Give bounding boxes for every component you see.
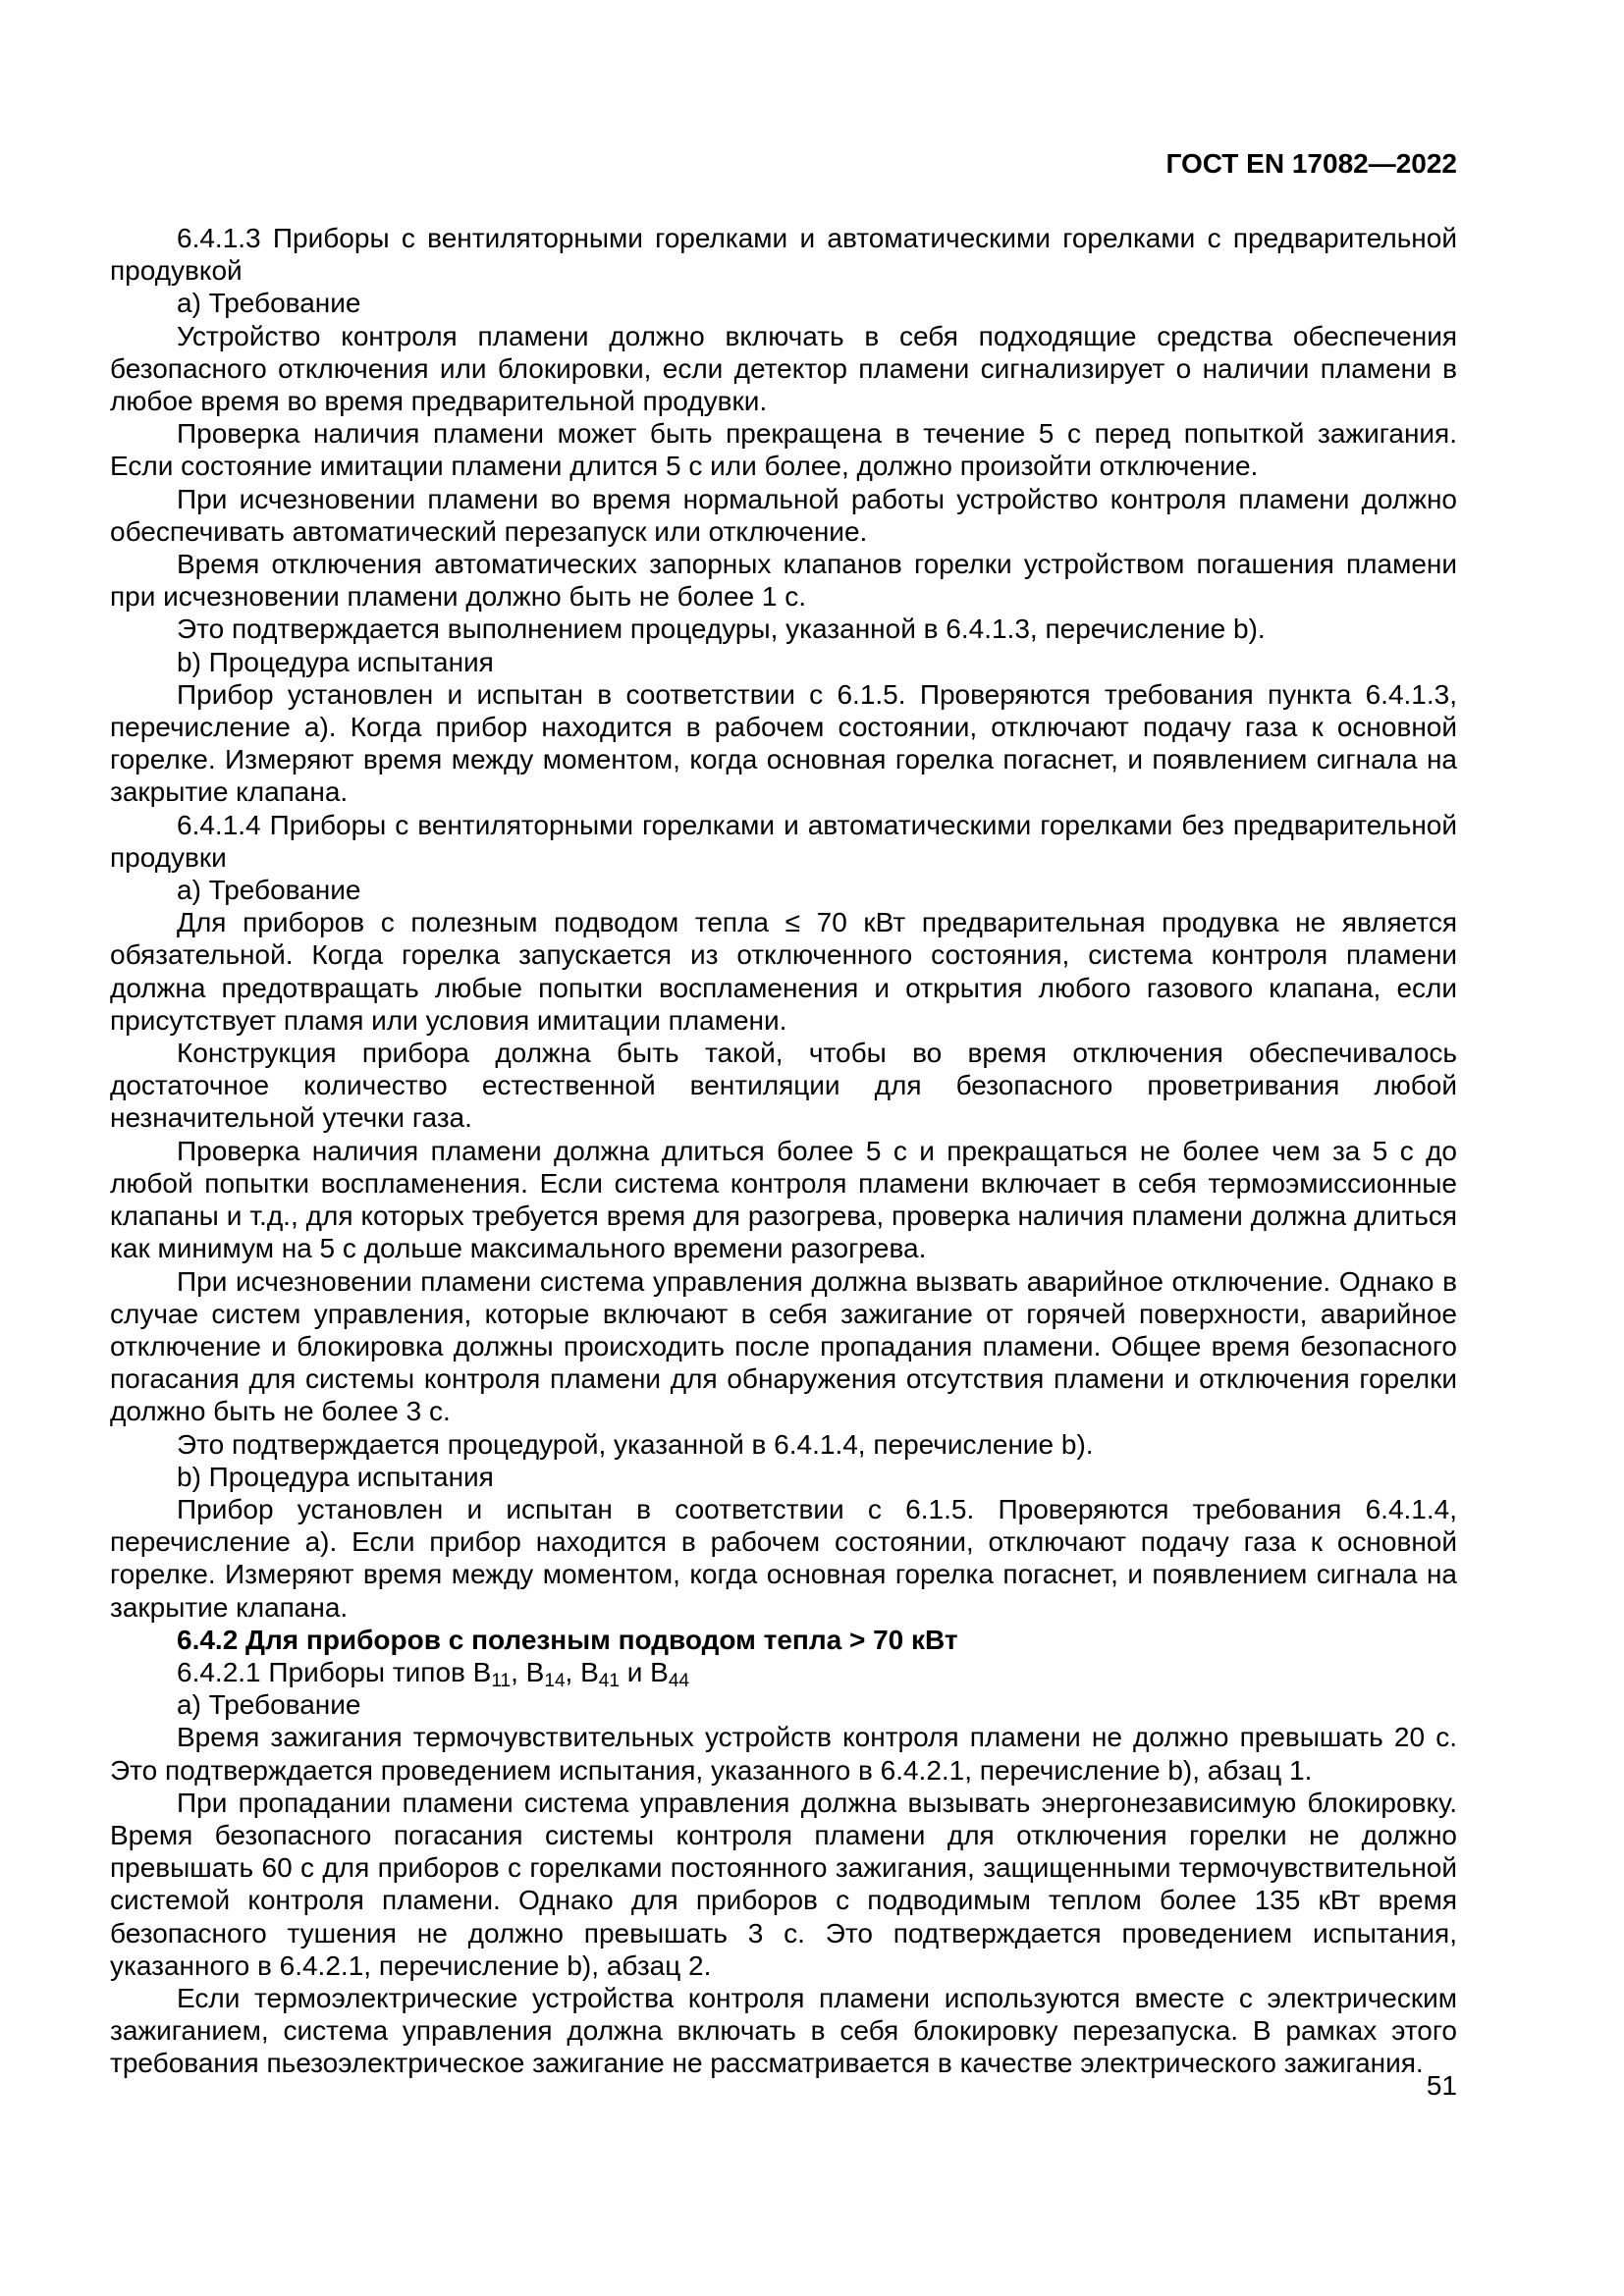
paragraph: Для приборов с полезным подводом тепла ≤ 70 кВт предварительная продувка не является обязательной. Когда горелка запускается из отключенного состояния, система контроля пламени должна предотвращать любые попытки воспламенения и открытия любого газового клапана, если присутствует пламя или условия имитации пламени. (110, 907, 1457, 1036)
paragraph: Проверка наличия пламени может быть прекращена в течение 5 с перед попыткой зажигания. Если состояние имитации пламени длится 5 с или более, должно произойти отключение. (110, 418, 1457, 482)
paragraph: a) Требование (177, 288, 361, 319)
subscript-text: 14 (544, 1670, 566, 1691)
paragraph: Это подтверждается процедурой, указанной в 6.4.1.4, перечисление b). (177, 1428, 1094, 1460)
paragraph: При исчезновении пламени во время нормальной работы устройство контроля пламени должно обеспечивать автоматический перезапуск или отключение. (110, 483, 1457, 547)
paragraph: Время зажигания термочувствительных устройств контроля пламени не должно превышать 20 с. Это подтверждается проведением испытания, указанного в 6.4.2.1, перечисление b), абзац 1. (110, 1722, 1457, 1786)
paragraph: 6.4.1.4 Приборы с вентиляторными горелками и автоматическими горелками без предварительной продувки (110, 809, 1457, 873)
text-run: 6.4.2.1 Приборы типов B (177, 1656, 492, 1687)
paragraph: Конструкция прибора должна быть такой, чтобы во время отключения обеспечивалось достаточное количество естественной вентиляции для безопасного проветривания любой незначительной утечки газа. (110, 1038, 1457, 1134)
paragraph: При пропадании пламени система управления должна вызывать энергонезависимую блокировку. Время безопасного погасания системы контроля пламени для отключения горелки не должно превышать 60 с для приборов с горелками постоянного зажигания, защищенными термочувствительной системой контроля пламени. Однако для приборов с подводимым теплом более 135 кВт время безопасного тушения не должно превышать 3 с. Это подтверждается проведением испытания, указанного в 6.4.2.1, перечисление b), абзац 2. (110, 1787, 1457, 1981)
paragraph: Время отключения автоматических запорных клапанов горелки устройством погашения пламени при исчезновении пламени должно быть не более 1 с. (110, 549, 1457, 613)
page-number: 51 (1426, 2070, 1457, 2101)
text-run: , B (565, 1656, 599, 1687)
paragraph: 6.4.1.3 Приборы с вентиляторными горелками и автоматическими горелками с предварительной продувкой (110, 223, 1457, 287)
paragraph: Это подтверждается выполнением процедуры, указанной в 6.4.1.3, перечисление b). (177, 614, 1266, 645)
subscript-text: 44 (668, 1670, 689, 1691)
paragraph: Устройство контроля пламени должно включать в себя подходящие средства обеспечения безопасного отключения или блокировки, если детектор пламени сигнализирует о наличии пламени в любое время во время предварительной продувки. (110, 320, 1457, 417)
paragraph: b) Процедура испытания (177, 646, 494, 677)
paragraph: Если термоэлектрические устройства контроля пламени используются вместе с электрическим зажиганием, система управления должна включать в себя блокировку перезапуска. В рамках этого требования пьезоэлектрическое зажигание не рассматривается в качестве электрического зажигания. (110, 1982, 1457, 2079)
text-run: , B (511, 1656, 545, 1687)
subscript-text: 41 (598, 1670, 620, 1691)
document-body (110, 222, 1457, 2080)
paragraph: Прибор установлен и испытан в соответствии с 6.1.5. Проверяются требования 6.4.1.4, перечисление a). Если прибор находится в рабочем состоянии, отключают подачу газа к основной горелке. Измеряют время между моментом, когда основная горелка погаснет, и появлением сигнала на закрытие клапана. (110, 1493, 1457, 1623)
section-heading: 6.4.2 Для приборов с полезным подводом тепла > 70 кВт (177, 1624, 958, 1655)
paragraph: Проверка наличия пламени должна длиться более 5 с и прекращаться не более чем за 5 с до любой попытки воспламенения. Если система контроля пламени включает в себя термоэмиссионные клапаны и т.д., для которых требуется время для разогрева, проверка наличия пламени должна длиться как минимум на 5 с дольше максимального времени разогрева. (110, 1135, 1457, 1264)
paragraph: При исчезновении пламени система управления должна вызвать аварийное отключение. Однако в случае систем управления, которые включают в себя зажигание от горячей поверхности, аварийное отключение и блокировка должны происходить после пропадания пламени. Общее время безопасного погасания для системы контроля пламени для обнаружения отсутствия пламени и отключения горелки должно быть не более 3 с. (110, 1265, 1457, 1427)
paragraph: a) Требование (177, 875, 361, 906)
document-header: ГОСТ EN 17082—2022 (1165, 148, 1457, 179)
paragraph: a) Требование (177, 1689, 361, 1721)
subscript-text: 11 (491, 1670, 512, 1691)
paragraph (110, 1656, 1457, 1691)
paragraph: b) Процедура испытания (177, 1461, 494, 1492)
text-run: и B (619, 1656, 669, 1687)
paragraph: Прибор установлен и испытан в соответствии с 6.1.5. Проверяются требования пункта 6.4.1.3, перечисление a). Когда прибор находится в рабочем состоянии, отключают подачу газа к основной горелке. Измеряют время между моментом, когда основная горелка погаснет, и появлением сигнала на закрытие клапана. (110, 678, 1457, 808)
